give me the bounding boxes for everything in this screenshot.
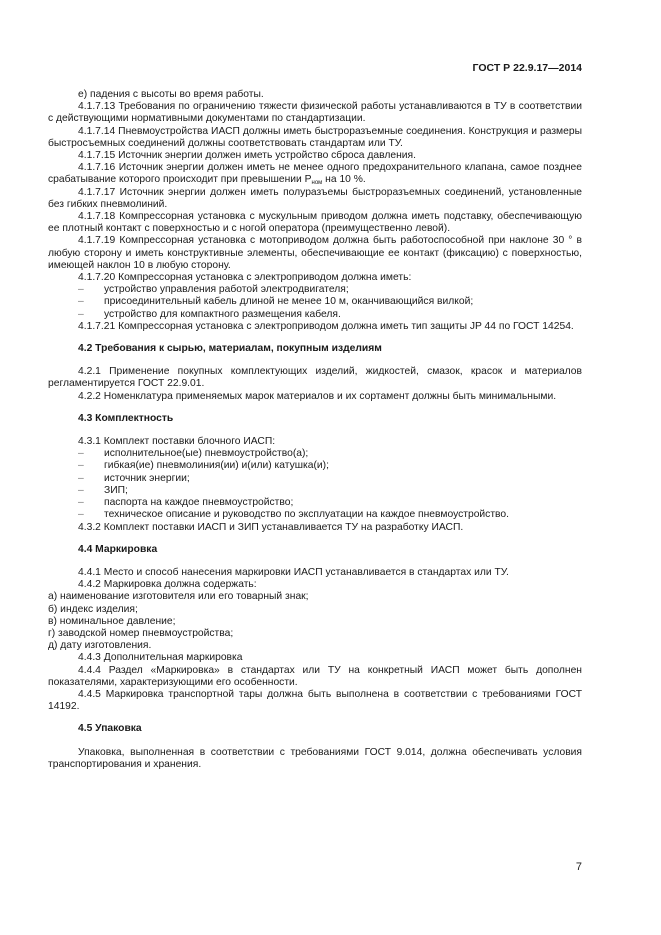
packaging-paragraph: Упаковка, выполненная в соответствии с требованиями ГОСТ 9.014, должна обеспечивать условия транспортирования и хранения. (48, 746, 582, 770)
list-item (48, 296, 582, 308)
clause-4-1-7-16-tail: на 10 %. (322, 174, 366, 186)
list-item (48, 460, 582, 472)
list-item-text: присоединительный кабель длиной не менее 10 м, оканчивающийся вилкой; (104, 296, 474, 308)
list-item (48, 485, 582, 497)
clause-4-3-2: 4.3.2 Комплект поставки ИАСП и ЗИП устанавливается ТУ на разработку ИАСП. (78, 521, 464, 533)
marking-item: в) номинальное давление; (48, 615, 176, 627)
clause-4-2-2: 4.2.2 Номенклатура применяемых марок материалов и их сортамент должны быть минимальными. (78, 390, 557, 402)
list-item-text: ЗИП; (104, 484, 128, 496)
section-4-4-heading: 4.4 Маркировка (78, 543, 158, 555)
list-item-text: источник энергии; (104, 472, 190, 484)
clause-4-1-7-13: 4.1.7.13 Требования по ограничению тяжести физической работы устанавливаются в ТУ в соответствии с действующими нормативными документами по стандартизации. (48, 101, 582, 125)
dash-bullet: – (78, 296, 84, 308)
page-number: 7 (575, 861, 582, 873)
dash-bullet: – (78, 284, 84, 296)
dash-bullet: – (78, 484, 84, 496)
section-4-3-heading: 4.3 Комплектность (78, 412, 174, 424)
clause-4-1-7-14: 4.1.7.14 Пневмоустройства ИАСП должны иметь быстроразъемные соединения. Конструкция и размеры быстросъемных соединений должны соответствовать стандартам или ТУ. (48, 125, 582, 149)
dash-bullet: – (78, 308, 84, 320)
list-item-text: техническое описание и руководство по эксплуатации на каждое пневмоустройство. (104, 509, 509, 521)
clause-4-4-5: 4.4.5 Маркировка транспортной тары должна быть выполнена в соответствии с требованиями ГОСТ 14192. (48, 688, 582, 713)
clause-4-1-7-20: 4.1.7.20 Компрессорная установка с электроприводом должна иметь: (78, 272, 412, 284)
clause-4-1-7-18: 4.1.7.18 Компрессорная установка с мускульным приводом должна иметь подставку, обеспечивающую ее плотный контакт с поверхностью и с ногой оператора (преимущественно левой). (48, 211, 582, 235)
clause-4-1-7-15: 4.1.7.15 Источник энергии должен иметь устройство сброса давления. (78, 150, 416, 162)
marking-item: д) дату изготовления. (48, 640, 152, 652)
marking-item: г) заводской номер пневмоустройства; (48, 627, 234, 639)
section-4-2-heading: 4.2 Требования к сырью, материалам, покупным изделиям (78, 343, 382, 355)
clause-4-1-7-21: 4.1.7.21 Компрессорная установка с электроприводом должна иметь тип защиты JP 44 по ГОСТ 14254. (78, 320, 574, 332)
page-body (48, 89, 582, 771)
list-item-text: паспорта на каждое пневмоустройство; (104, 497, 294, 509)
clause-4-3-1: 4.3.1 Комплект поставки блочного ИАСП: (78, 436, 276, 448)
clause-4-4-2: 4.4.2 Маркировка должна содержать: (78, 579, 257, 591)
item-e: е) падения с высоты во время работы. (78, 89, 264, 100)
standard-designation: ГОСТ Р 22.9.17—2014 (472, 62, 582, 74)
clause-4-2-1: 4.2.1 Применение покупных комплектующих изделий, жидкостей, смазок, красок и материалов регламентируется ГОСТ 22.9.01. (48, 366, 582, 390)
marking-item: а) наименование изготовителя или его товарный знак; (48, 591, 309, 603)
clause-4-1-7-16-text: 4.1.7.16 Источник энергии должен иметь не менее одного предохранительного клапана, самое позднее срабатывание которого происходит при превышении Р (48, 162, 582, 186)
dash-bullet: – (78, 497, 84, 509)
clause-4-4-4: 4.4.4 Раздел «Маркировка» в стандартах или ТУ на конкретный ИАСП может быть дополнен показателями, характеризующими его особенности. (48, 664, 582, 688)
clause-4-1-7-17: 4.1.7.17 Источник энергии должен иметь полуразъемы быстроразъемных соединений, установленные без гибких пневмолиний. (48, 186, 582, 210)
dash-bullet: – (78, 472, 84, 484)
list-item (48, 448, 582, 460)
list-item (48, 497, 582, 509)
section-4-5-heading: 4.5 Упаковка (78, 723, 142, 735)
dash-bullet: – (78, 509, 84, 521)
list-item (48, 473, 582, 485)
subscript-nom: ном (311, 180, 323, 187)
dash-bullet: – (78, 448, 84, 460)
clause-4-1-7-19: 4.1.7.19 Компрессорная установка с мотоприводом должна быть работоспособной при наклоне 30 ° в любую сторону и иметь конструктивные элементы, обеспечивающие ее контакт (фиксацию) с поверхностью, имеющей наклон 10 в любую сторону. (48, 235, 582, 271)
list-item (48, 509, 582, 521)
list-item-text: устройство управления работой электродвигателя; (104, 284, 349, 296)
list-item-text: исполнительное(ые) пневмоустройство(а); (104, 448, 309, 460)
dash-bullet: – (78, 460, 84, 472)
list-item-text: гибкая(ие) пневмолиния(ии) и(или) катушка(и); (104, 460, 329, 472)
marking-item: б) индекс изделия; (48, 603, 138, 615)
clause-4-4-3: 4.4.3 Дополнительная маркировка (78, 652, 243, 664)
list-item (48, 309, 582, 321)
list-item (48, 284, 582, 296)
list-item-text: устройство для компактного размещения кабеля. (104, 308, 341, 320)
clause-4-1-7-16 (48, 162, 582, 186)
clause-4-4-1: 4.4.1 Место и способ нанесения маркировки ИАСП устанавливается в стандартах или ТУ. (78, 566, 509, 578)
